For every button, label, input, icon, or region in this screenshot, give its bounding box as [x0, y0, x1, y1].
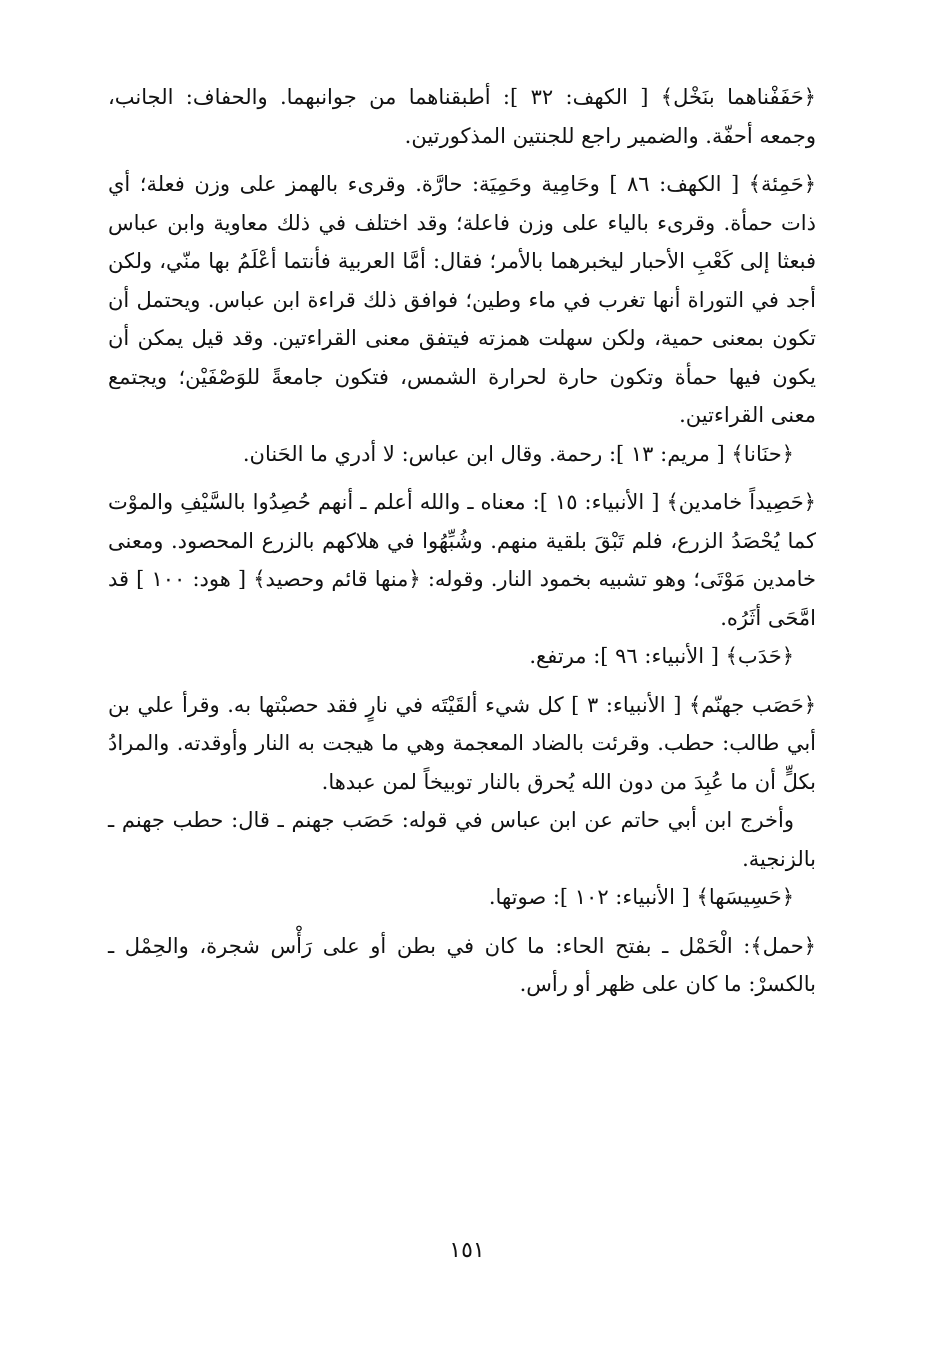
- entry-haml: ﴿حمل﴾: الْحَمْل ـ بفتح الحاء: ما كان في بطن أو على رَأْس شجرة، والحِمْل ـ بالكسرْ: ما كان على ظهر أو رأس.: [108, 933, 816, 996]
- entry-hasab-jahannam: ﴿حَصَب جهنّم﴾ [ الأنبياء: ٣ ] كل شيء ألقَيْتَه في نارٍ فقد حصبْتها به. وقرأ علي بن أبي طالب: حطب. وقرئت بالضاد المعجمة وهي ما هيجت به النار وأوقدته. والمرادُ بكلٍّ أن ما عُبِدَ من دون الله يُحرق بالنار توبيخاً لمن عبدها.: [108, 692, 817, 794]
- entry-hananan: ﴿حنَانا﴾ [ مريم: ١٣ ]: رحمة. وقال ابن عباس: لا أدري ما الحَنان.: [242, 441, 794, 466]
- entry-hasisaha: ﴿حَسِيسَها﴾ [ الأنبياء: ١٠٢ ]: صوتها.: [488, 885, 794, 909]
- entry-hasidan-khamidin: ﴿حَصِيداً خامدين﴾ [ الأنبياء: ١٥ ]: معناه ـ والله أعلم ـ أنهم حُصِدُوا بالسَّيْفِ والموْت كما يُحْصَدُ الزرع، فلم تَبْقَ بلقية منهم. وشُبِّهُوا في هلاكهم بالزرع المحصود. ومعنى خامدين مَوْتَى؛ وهو تشبيه بخمود النار. وقوله: ﴿منها قائم وحصيد﴾ [ هود: ١٠٠ ] قد امَّحَى أثَرُه.: [108, 490, 816, 630]
- entry-hadab: ﴿حَدَب﴾ [ الأنبياء: ٩٦ ]: مرتفع.: [529, 644, 794, 668]
- entry-hamiah: ﴿حَمِئة﴾ [ الكهف: ٨٦ ] وحَامِية وحَمِيَة: حارَّة. وقرىء بالهمز على وزن فعلة؛ أي ذات حمأة. وقرىء بالياء على وزن فاعلة؛ وقد اختلف في ذلك معاوية وابن عباس فبعثا إلى كَعْبِ الأحبار ليخبرهما بالأمر؛ فقال: أمَّا العربية فأنتما أعْلَمُ بها منّي، ولكن أجد في التوراة أنها تغرب في ماء وطين؛ فوافق ذلك قراءة ابن عباس. ويحتمل أن تكون بمعنى حمية، ولكن سهلت همزته فيتفق معنى القراءتين. وقد قيل يمكن أن يكون فيها حمأة وتكون حارة لحرارة الشمس، فتكون جامعةً للوَصْفَيْن؛ ويجتمع معنى القراءتين.: [108, 172, 816, 427]
- document-page: [108, 78, 816, 1004]
- entry-ibn-abi-hatim-report: وأخرج ابن أبي حاتم عن ابن عباس في قوله: حَصَب جهنم ـ قال: حطب جهنم ـ بالزنجية.: [108, 808, 816, 871]
- entry-haffafnahuma: ﴿حَفَفْناهما بنَخْل﴾ [ الكهف: ٣٢ ]: أطبقناهما من جوانبهما. والحفاف: الجانب، وجمعه أحفّة. والضمير راجع للجنتين المذكورتين.: [108, 85, 816, 148]
- page-number: ١٥١: [449, 1238, 485, 1263]
